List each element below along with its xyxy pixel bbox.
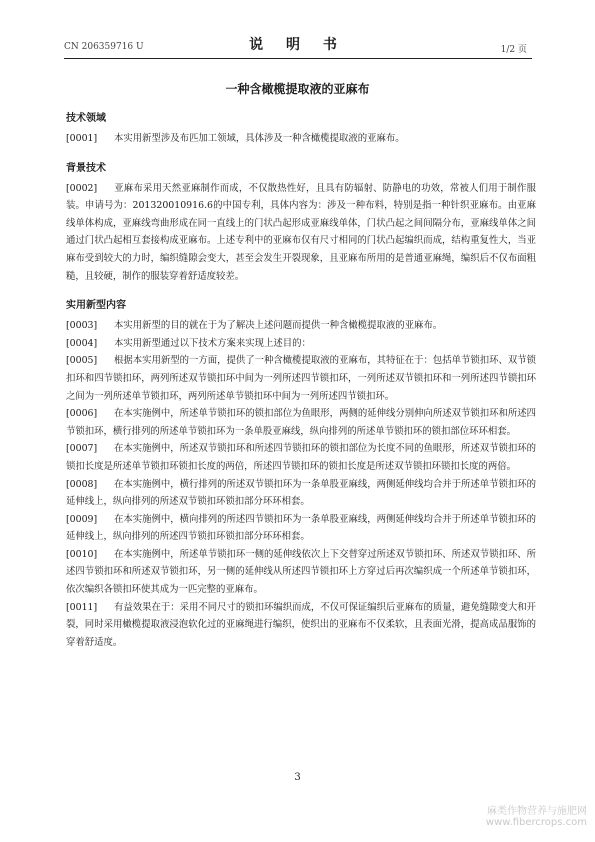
document-title: 一种含橄榄提取液的亚麻布	[225, 82, 370, 96]
document-type-title: 说 明 书	[249, 37, 346, 53]
paragraph	[66, 317, 536, 335]
section-heading-technical-field: 技术领域	[66, 113, 106, 124]
watermark-site-name: 麻类作物营养与施肥网	[487, 806, 587, 817]
paragraph-text: 在本实施例中，横行排列的所述双节锁扣环为一条单股亚麻线，两侧延伸线均合并于所述单节锁扣环的延伸线上，纵向排列的所述双节锁扣环锁扣部分环环相套。	[66, 478, 536, 508]
paragraph-number: [0009]	[66, 513, 98, 525]
paragraph-text: 根据本实用新型的一方面，提供了一种含橄榄提取液的亚麻布，其特征在于：包括单节锁扣环、双节锁扣环和四节锁扣环，两列所述双节锁扣环中间为一列所述四节锁扣环，一列所述双节锁扣环和一列所述四节锁扣环之间为一列所述单节锁扣环，两列所述单节锁扣环中间为一列所述四节锁扣环。	[66, 355, 536, 402]
paragraph-text: 在本实施例中，所述单节锁扣环一侧的延伸线依次上下交替穿过所述双节锁扣环、所述双节锁扣环、所述四节锁扣环和所述双节锁扣环，另一侧的延伸线从所述四节锁扣环上方穿过后再次编织成一个所述单节锁扣环，依次编织各锁扣环使其成为一匹完整的亚麻布。	[66, 548, 536, 596]
paragraph-text: 在本实施例中，所述双节锁扣环和所述四节锁扣环的锁扣部位为长度不同的鱼眼形，所述双节锁扣环的锁扣长度是所述单节锁扣环锁扣长度的两倍，所述四节锁扣环的锁扣长度是所述双节锁扣环锁扣长度的两倍。	[66, 443, 536, 472]
section-heading-utility-content: 实用新型内容	[66, 300, 126, 312]
watermark-url: www.fibercrops.com	[485, 817, 587, 828]
paragraph-text: 本实用新型通过以下技术方案来实现上述目的：	[114, 337, 311, 349]
paragraph-number: [0002]	[66, 182, 98, 194]
paragraph	[66, 546, 536, 599]
paragraph	[66, 599, 536, 652]
paragraph	[66, 335, 536, 353]
document-body	[66, 112, 536, 651]
page-indicator: 1/2 页	[500, 45, 527, 55]
paragraph-text: 有益效果在于：采用不同尺寸的锁扣环编织而成，不仅可保证编织后亚麻布的质量，避免缝隙变大和开裂，同时采用橄榄提取液浸泡软化过的亚麻绳进行编织，使织出的亚麻布不仅柔软，且表面光滑，提高成品服饰的穿着舒适度。	[66, 601, 536, 648]
paragraph	[66, 180, 536, 286]
paragraph	[66, 352, 536, 405]
paragraph-text: 在本实施例中，所述单节锁扣环的锁扣部位为鱼眼形，两侧的延伸线分别伸向所述双节锁扣环和所述四节锁扣环，横行排列的所述单节锁扣环为一条单股亚麻线，纵向排列的所述单节锁扣环的锁扣部位环环相套。	[66, 408, 536, 437]
paragraph-number: [0004]	[66, 337, 98, 349]
paragraph-text: 本实用新型的目的就在于为了解决上述问题而提供一种含橄榄提取液的亚麻布。	[114, 320, 443, 332]
paragraph-text: 亚麻布采用天然亚麻制作而成，不仅散热性好，且具有防辐射、防静电的功效，常被人们用于制作服装。申请号为：201320010916.6的中国专利，具体内容为：涉及一种布料，特别是指一种针织亚麻布。由亚麻线单体构成，亚麻线弯曲形成在同一直线上的门状凸起形成亚麻线单体，门状凸起之间间隔分布，亚麻线单体之间通过门状凸起相互套接构成亚麻布。上述专利中的亚麻布仅有尺寸相同的门状凸起编织而成，结构重复性大，当亚麻布受到较大的力时，编织缝隙会变大，甚至会发生开裂现象，且亚麻布所用的是普通亚麻绳，编织后不仅布面粗糙，且较硬，制作的服装穿着舒适度较差。	[66, 182, 536, 282]
paragraph-number: [0003]	[66, 320, 98, 332]
paragraph	[66, 511, 536, 546]
paragraph-number: [0010]	[66, 548, 98, 560]
paragraph	[66, 476, 536, 511]
paragraph-number: [0008]	[66, 478, 98, 490]
paragraph	[66, 440, 536, 475]
paragraph	[66, 405, 536, 440]
watermark	[486, 802, 587, 828]
section-heading-background: 背景技术	[66, 162, 106, 174]
page-number: 3	[294, 772, 301, 783]
paragraph-text: 本实用新型涉及布匹加工领域，具体涉及一种含橄榄提取液的亚麻布。	[114, 133, 405, 144]
paragraph	[66, 130, 536, 148]
patent-number: CN 206359716 U	[64, 42, 144, 52]
paragraph-number: [0011]	[66, 601, 98, 613]
page-header	[0, 0, 595, 60]
paragraph-number: [0006]	[66, 408, 98, 420]
paragraph-number: [0007]	[66, 443, 98, 455]
header-divider	[64, 58, 532, 59]
paragraph-number: [0005]	[66, 355, 98, 367]
paragraph-text: 在本实施例中，横向排列的所述四节锁扣环为一条单股亚麻线，两侧延伸线均合并于所述单节锁扣环的延伸线上，纵向排列的所述四节锁扣环锁扣部分环环相套。	[66, 513, 536, 543]
paragraph-number: [0001]	[66, 133, 98, 144]
